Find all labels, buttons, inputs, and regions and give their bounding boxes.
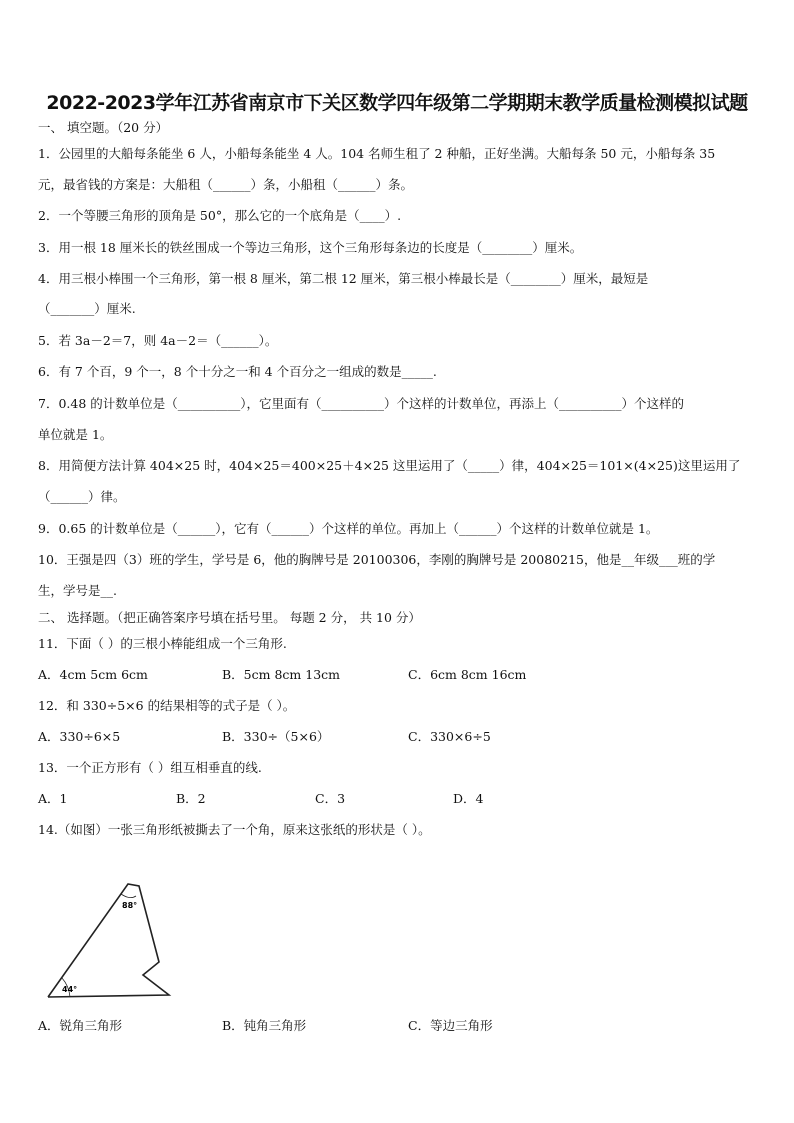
section-fill-blank-heading: 一、 填空题。（20 分） bbox=[38, 120, 169, 135]
question-3: 3．用一根 18 厘米长的铁丝围成一个等边三角形，这个三角形每条边的长度是（________）厘米。 bbox=[38, 240, 583, 255]
q11-option-c: C．6cm 8cm 16cm bbox=[408, 667, 527, 682]
question-8-line-1: 8．用简便方法计算 404×25 时，404×25＝400×25＋4×25 这里运用了（_____）律，404×25＝101×(4×25)这里运用了 bbox=[38, 458, 741, 473]
top-angle-arc bbox=[121, 894, 136, 898]
q12-option-c: C．330×6÷5 bbox=[408, 729, 491, 744]
question-6: 6．有 7 个百，9 个一，8 个十分之一和 4 个百分之一组成的数是_____. bbox=[38, 364, 437, 379]
q12-option-a: A．330÷6×5 bbox=[38, 729, 121, 744]
question-4-line-1: 4．用三根小棒围一个三角形，第一根 8 厘米，第二根 12 厘米，第三根小棒最长是（________）厘米，最短是 bbox=[38, 271, 649, 286]
q13-option-a: A．1 bbox=[38, 791, 68, 806]
question-9: 9．0.65 的计数单位是（______），它有（______）个这样的单位。再加上（______）个这样的计数单位就是 1。 bbox=[38, 521, 659, 536]
q14-option-c: C．等边三角形 bbox=[408, 1018, 493, 1033]
page-title: 2022-2023学年江苏省南京市下关区数学四年级第二学期期末教学质量检测模拟试题 bbox=[46, 92, 748, 114]
question-7-line-1: 7．0.48 的计数单位是（__________），它里面有（__________）个这样的计数单位，再添上（__________）个这样的 bbox=[38, 396, 685, 411]
q11-option-a: A．4cm 5cm 6cm bbox=[38, 667, 148, 682]
torn-triangle-outline bbox=[48, 884, 169, 997]
q11-option-b: B．5cm 8cm 13cm bbox=[222, 667, 341, 682]
q13-option-c: C．3 bbox=[315, 791, 346, 806]
question-12: 12．和 330÷5×6 的结果相等的式子是（ ）。 bbox=[38, 698, 296, 713]
question-5: 5．若 3a－2＝7，则 4a－2＝（______）。 bbox=[38, 333, 278, 348]
q14-option-b: B．钝角三角形 bbox=[222, 1018, 307, 1033]
angle-88-label: 88° bbox=[122, 901, 138, 910]
question-1-line-2: 元，最省钱的方案是：大船租（______）条，小船租（______）条。 bbox=[38, 177, 414, 192]
question-8-line-2: （______）律。 bbox=[38, 489, 126, 504]
question-2: 2．一个等腰三角形的顶角是 50°，那么它的一个底角是（____）. bbox=[38, 208, 402, 223]
q13-option-b: B．2 bbox=[176, 791, 206, 806]
question-4-line-2: （_______）厘米. bbox=[38, 301, 136, 316]
question-10-line-2: 生，学号是__. bbox=[38, 583, 117, 598]
question-7-line-2: 单位就是 1。 bbox=[38, 427, 113, 442]
torn-triangle-figure bbox=[40, 876, 180, 1006]
angle-44-label: 44° bbox=[62, 985, 78, 994]
q14-option-a: A．锐角三角形 bbox=[38, 1018, 123, 1033]
q13-option-d: D．4 bbox=[453, 791, 484, 806]
question-13: 13．一个正方形有（ ）组互相垂直的线. bbox=[38, 760, 262, 775]
question-11: 11．下面（ ）的三根小棒能组成一个三角形. bbox=[38, 636, 287, 651]
question-1-line-1: 1．公园里的大船每条能坐 6 人，小船每条能坐 4 人。104 名师生租了 2 种船，正好坐满。大船每条 50 元，小船每条 35 bbox=[38, 146, 716, 161]
question-14: 14.（如图）一张三角形纸被撕去了一个角，原来这张纸的形状是（ ）。 bbox=[38, 822, 431, 837]
section-choice-heading: 二、 选择题。（把正确答案序号填在括号里。 每题 2 分， 共 10 分） bbox=[38, 610, 421, 625]
question-10-line-1: 10．王强是四（3）班的学生，学号是 6，他的胸牌号是 20100306，李刚的胸牌号是 20080215，他是__年级___班的学 bbox=[38, 552, 716, 567]
q12-option-b: B．330÷（5×6） bbox=[222, 729, 330, 744]
